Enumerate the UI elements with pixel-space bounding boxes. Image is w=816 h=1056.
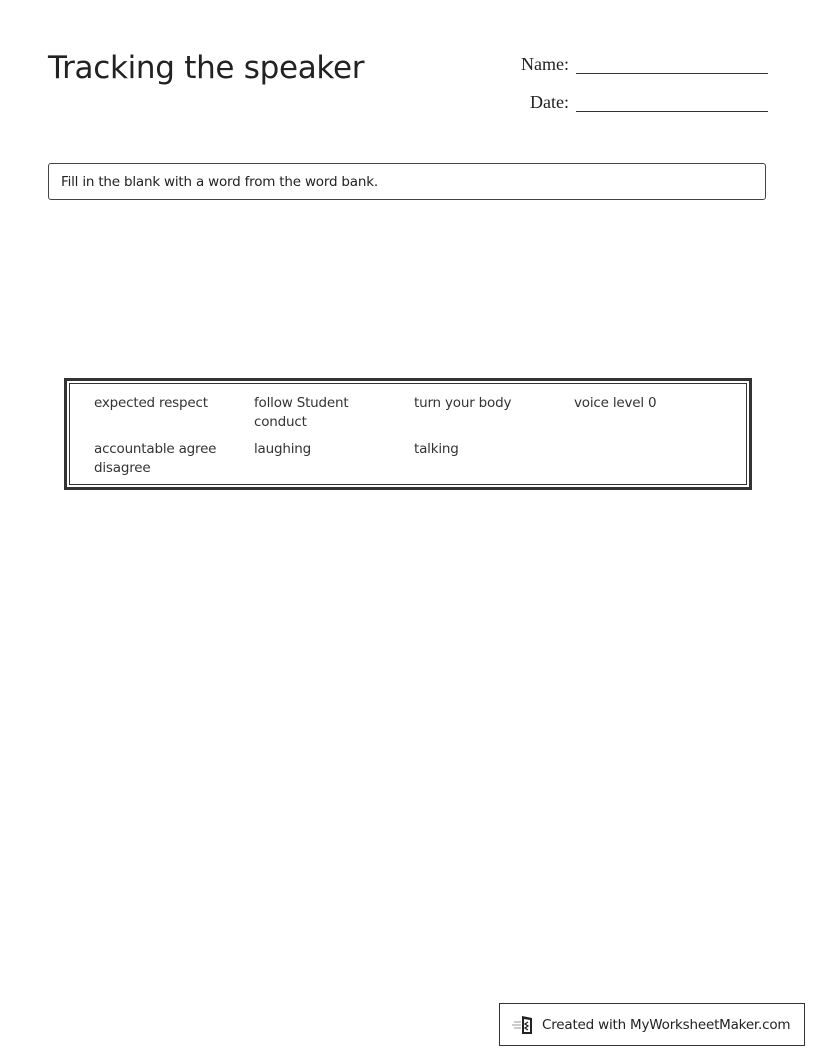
footer-credit[interactable] (499, 1003, 805, 1046)
date-blank-line[interactable] (576, 91, 768, 112)
word-bank-item: follow Student conduct (254, 395, 349, 430)
word-bank-item: talking (414, 441, 459, 457)
footer-text: Created with MyWorksheetMaker.com (542, 1016, 791, 1033)
instructions-box (48, 163, 766, 200)
date-field (509, 91, 768, 112)
word-bank-item: turn your body (414, 395, 512, 411)
word-bank-item: laughing (254, 441, 311, 457)
name-label: Name: (521, 54, 569, 74)
word-bank (64, 378, 752, 490)
name-blank-line[interactable] (576, 53, 768, 74)
date-label: Date: (530, 92, 569, 112)
worksheet-logo-icon (512, 1014, 536, 1036)
word-bank-grid (69, 383, 747, 485)
word-bank-item: voice level 0 (574, 395, 657, 411)
worksheet-title: Tracking the speaker (48, 50, 365, 86)
word-bank-item: expected respect (94, 395, 208, 411)
instructions-text: Fill in the blank with a word from the word bank. (61, 173, 378, 190)
name-field (509, 53, 768, 74)
word-bank-item: accountable agree disagree (94, 441, 217, 476)
